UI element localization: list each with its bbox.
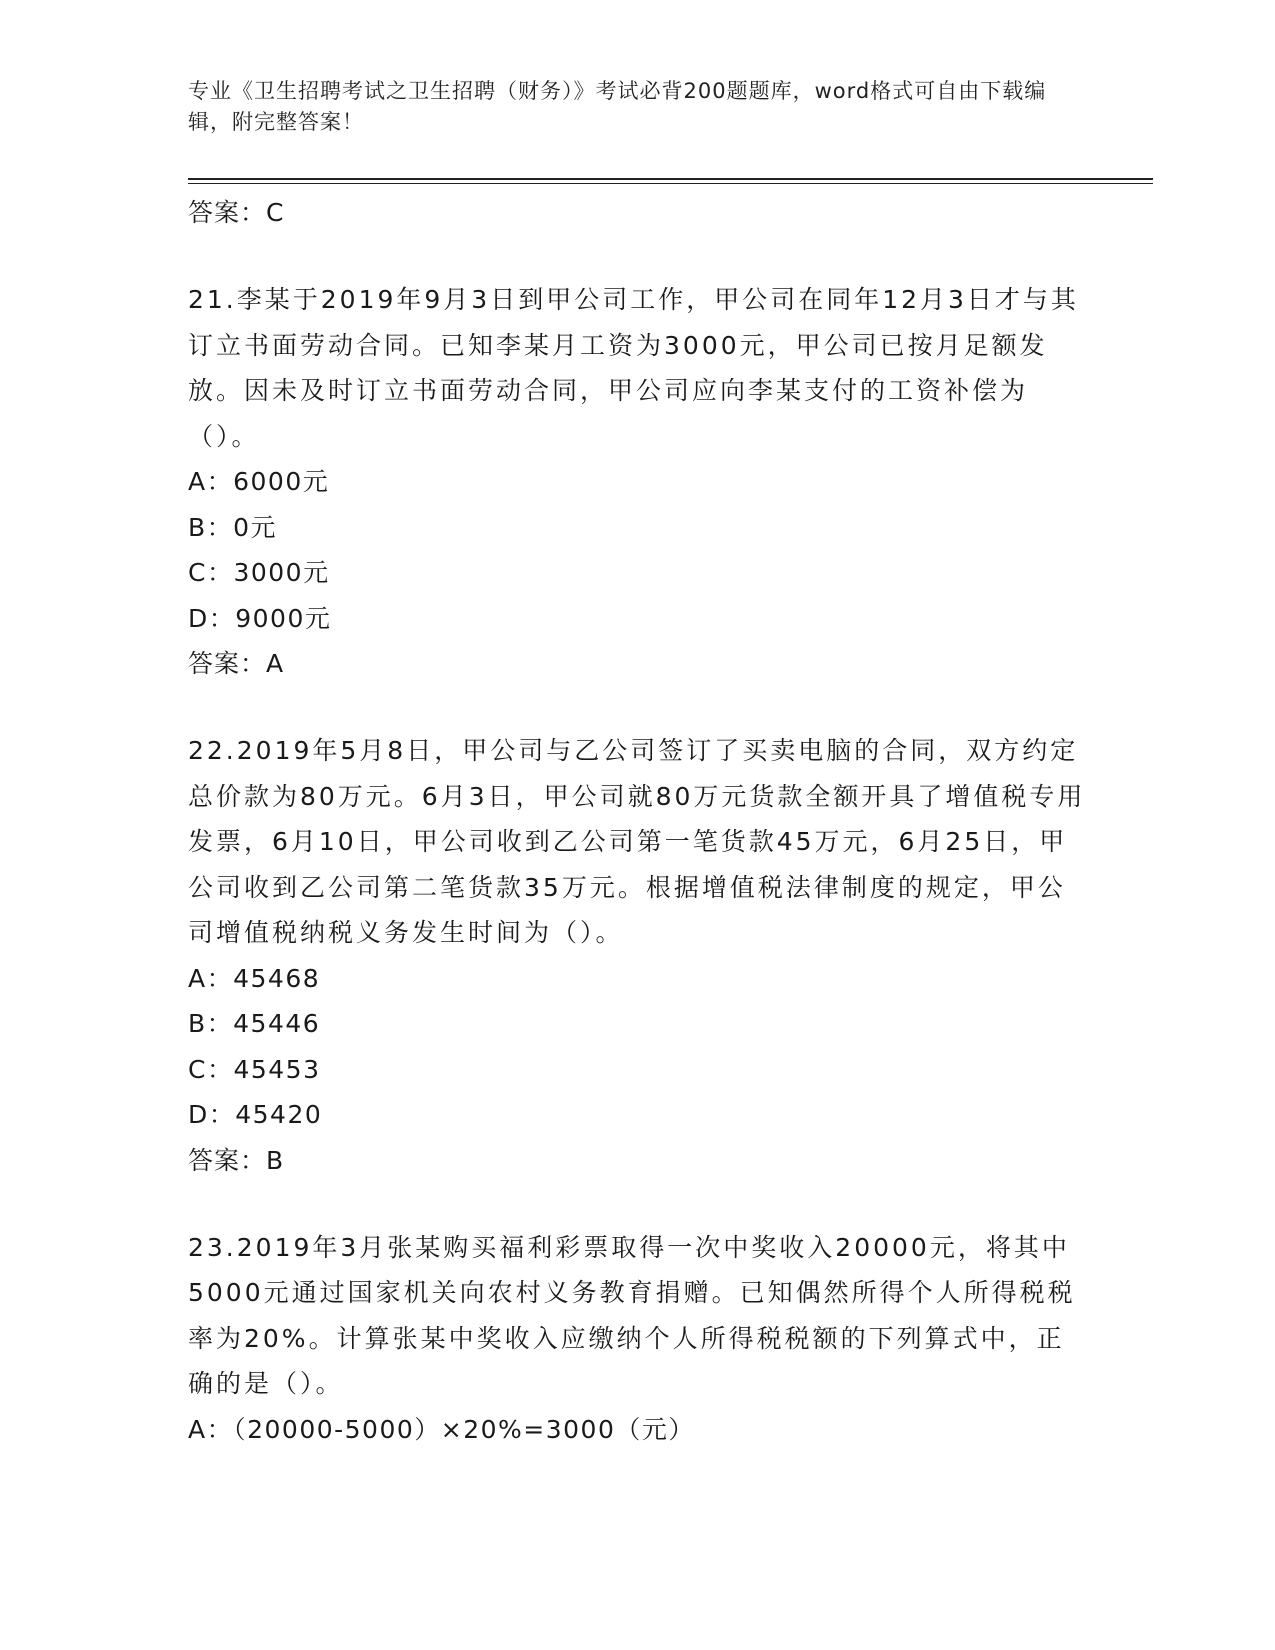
question-text: 22.2019年5月8日，甲公司与乙公司签订了买卖电脑的合同，双方约定总价款为80万元。6月3日，甲公司就80万元货款全额开具了增值税专用发票，6月10日，甲公司收到乙公司第一笔货款45万元，6月25日，甲公司收到乙公司第二笔货款35万元。根据增值税法律制度的规定，甲公司增值税纳税义务发生时间为（）。 (188, 736, 1086, 947)
option-d: D：9000元 (188, 603, 332, 633)
document-body (188, 190, 1088, 1452)
answer-line: 答案：B (188, 1145, 285, 1175)
answer-line: 答案：A (188, 649, 285, 678)
question-block-23 (188, 1225, 1088, 1453)
question-text: 21.李某于2019年9月3日到甲公司工作，甲公司在同年12月3日才与其订立书面劳动合同。已知李某月工资为3000元，甲公司已按月足额发放。因未及时订立书面劳动合同，甲公司应向李某支付的工资补偿为（）。 (188, 285, 1079, 451)
option-c: C：45453 (188, 1054, 321, 1084)
option-b: B：45446 (188, 1009, 321, 1038)
option-a: A：（20000-5000）×20%=3000（元） (188, 1414, 695, 1444)
question-block-22 (188, 728, 1088, 1183)
option-d: D：45420 (188, 1100, 323, 1129)
answer-line: 答案：C (188, 198, 285, 227)
question-block-21 (188, 277, 1088, 686)
question-text: 23.2019年3月张某购买福利彩票取得一次中奖收入20000元，将其中5000元通过国家机关向农村义务教育捐赠。已知偶然所得个人所得税税率为20%。计算张某中奖收入应缴纳个人所得税税额的下列算式中，正确的是（）。 (188, 1232, 1076, 1398)
header-divider-thin (188, 183, 1153, 184)
header-divider (188, 178, 1153, 180)
option-b: B：0元 (188, 512, 278, 542)
option-a: A：6000元 (188, 467, 330, 496)
option-a: A：45468 (188, 963, 321, 993)
page-header: 专业《卫生招聘考试之卫生招聘（财务）》考试必背200题题库，word格式可自由下载编辑，附完整答案！ (188, 79, 1047, 134)
option-c: C：3000元 (188, 558, 330, 587)
